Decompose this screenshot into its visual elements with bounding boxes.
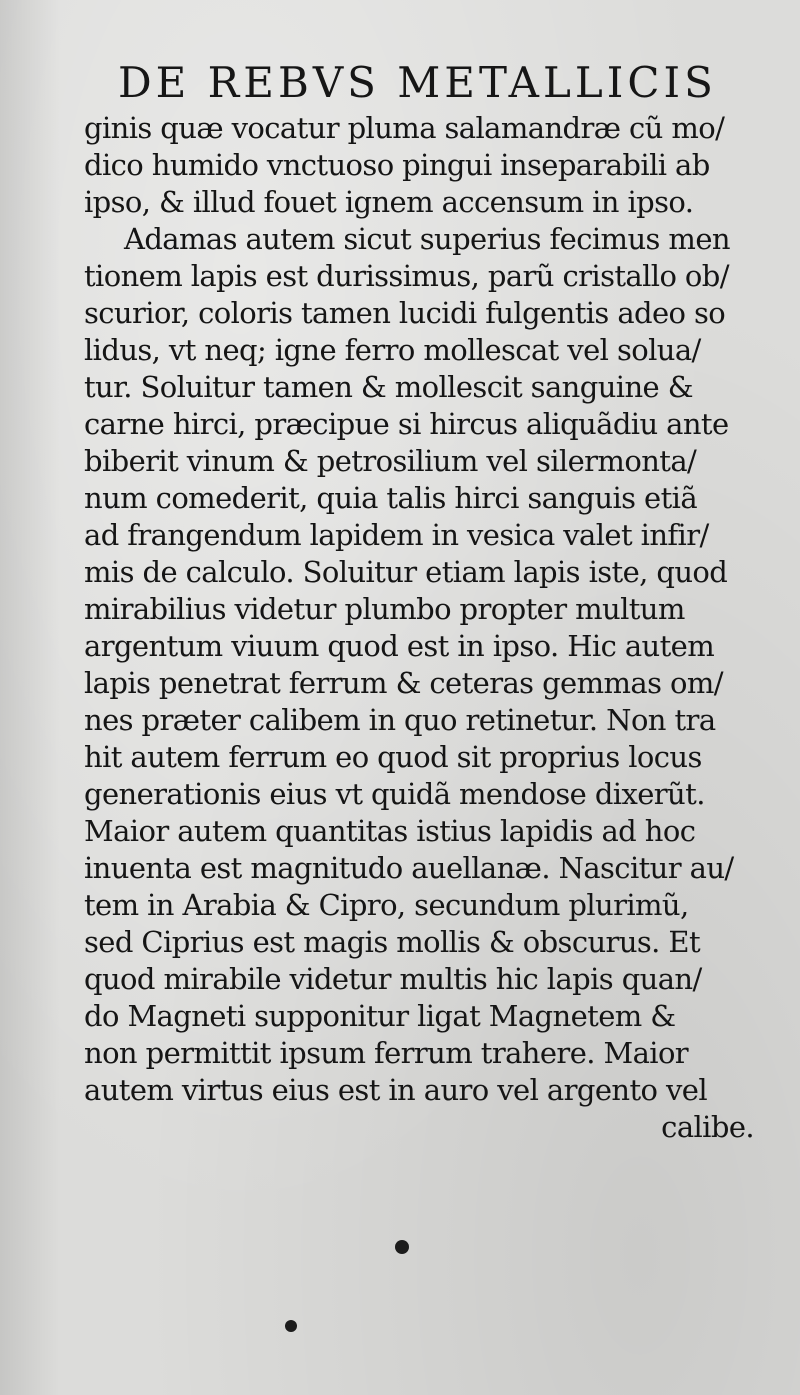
- text-line: lapis penetrat ferrum & ceteras gemmas om/: [84, 666, 723, 700]
- ink-dot: [395, 1240, 409, 1254]
- text-line: nes præter calibem in quo retinetur. Non tra: [84, 703, 716, 737]
- text-line: inuenta est magnitudo auellanæ. Nascitur au/: [84, 851, 734, 885]
- body-text: [84, 110, 764, 1146]
- text-line: generationis eius vt quidã mendose dixerũt.: [84, 777, 705, 811]
- text-line: sed Ciprius est magis mollis & obscurus. Et: [84, 925, 701, 959]
- text-line: hit autem ferrum eo quod sit proprius locus: [84, 740, 702, 774]
- text-line: carne hirci, præcipue si hircus aliquãdiu ante: [84, 407, 729, 441]
- text-line: ginis quæ vocatur pluma salamandræ cũ mo/: [84, 111, 725, 145]
- text-line: lidus, vt neq; igne ferro mollescat vel solua/: [84, 333, 701, 367]
- text-line-catchword: calibe.: [661, 1110, 754, 1144]
- text-line: quod mirabile videtur multis hic lapis quan/: [84, 962, 702, 996]
- ink-dot: [285, 1320, 297, 1332]
- page-edge-shadow: [0, 0, 60, 1395]
- text-line: dico humido vnctuoso pingui inseparabili ab: [84, 148, 710, 182]
- text-line: ipso, & illud fouet ignem accensum in ipso.: [84, 185, 694, 219]
- text-line: Adamas autem sicut superius fecimus men: [124, 222, 730, 256]
- text-line: num comederit, quia talis hirci sanguis etiã: [84, 481, 698, 515]
- text-line: tem in Arabia & Cipro, secundum plurimũ,: [84, 888, 689, 922]
- text-line: tionem lapis est durissimus, parũ cristallo ob/: [84, 259, 729, 293]
- text-line: mis de calculo. Soluitur etiam lapis iste, quod: [84, 555, 728, 589]
- text-line: mirabilius videtur plumbo propter multum: [84, 592, 685, 626]
- text-line: biberit vinum & petrosilium vel silermonta/: [84, 444, 697, 478]
- text-line: tur. Soluitur tamen & mollescit sanguine &: [84, 370, 693, 404]
- text-line: scurior, coloris tamen lucidi fulgentis adeo so: [84, 296, 726, 330]
- text-line: ad frangendum lapidem in vesica valet infir/: [84, 518, 709, 552]
- text-line: do Magneti supponitur ligat Magnetem &: [84, 999, 676, 1033]
- text-line: autem virtus eius est in auro vel argento vel: [84, 1073, 708, 1107]
- text-line: argentum viuum quod est in ipso. Hic autem: [84, 629, 715, 663]
- text-line: non permittit ipsum ferrum trahere. Maior: [84, 1036, 689, 1070]
- text-line: Maior autem quantitas istius lapidis ad hoc: [84, 814, 696, 848]
- running-header: DE REBVS METALLICIS: [118, 58, 717, 107]
